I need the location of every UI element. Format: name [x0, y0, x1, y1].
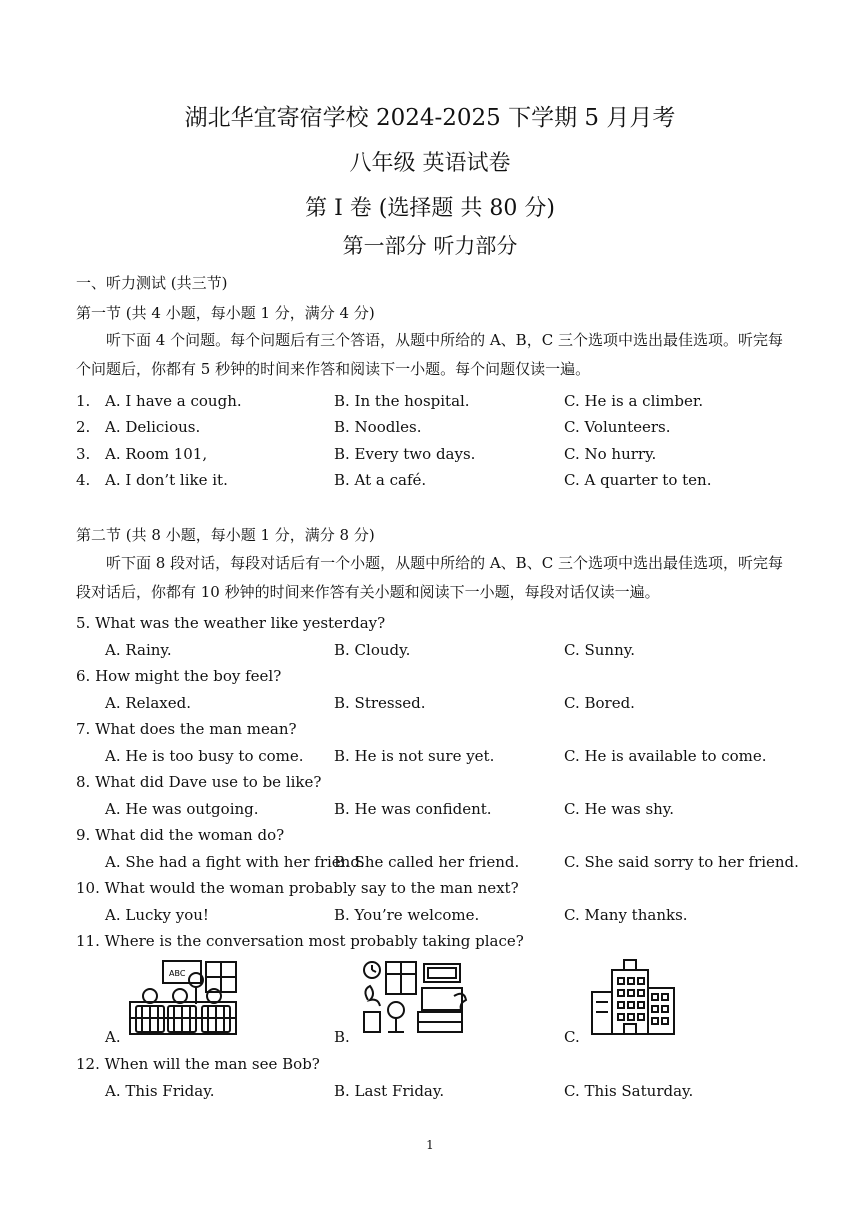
- option-a: A. Relaxed.: [105, 694, 191, 712]
- option-b: B. In the hospital.: [334, 392, 470, 410]
- page-number: 1: [426, 1138, 434, 1152]
- part-title: 第一部分 听力部分: [342, 234, 518, 258]
- option-b: B. He is not sure yet.: [334, 747, 495, 765]
- question-text: 6. How might the boy feel?: [76, 667, 282, 685]
- living-room-picture: [358, 960, 470, 1036]
- question-text: 5. What was the weather like yesterday?: [76, 614, 386, 632]
- option-c: C. He is available to come.: [564, 747, 767, 765]
- school-title: 湖北华宜寄宿学校 2024-2025 下学期 5 月月考: [184, 105, 676, 131]
- option-c: C. Many thanks.: [564, 906, 688, 924]
- option-a: A. He was outgoing.: [105, 800, 259, 818]
- question-number: 4.: [76, 471, 91, 489]
- option-b: B. She called her friend.: [334, 853, 520, 871]
- question-text: 9. What did the woman do?: [76, 826, 285, 844]
- question-number: 2.: [76, 418, 91, 436]
- option-b: B. He was confident.: [334, 800, 492, 818]
- board-text: ABC: [169, 969, 186, 978]
- building-picture: [590, 958, 678, 1038]
- option-a: A. This Friday.: [105, 1082, 215, 1100]
- question-text: 8. What did Dave use to be like?: [76, 773, 322, 791]
- section-2-heading: 第二节 (共 8 小题，每小题 1 分，满分 8 分): [76, 526, 375, 544]
- volume-title: 第 I 卷 (选择题 共 80 分): [305, 196, 555, 221]
- option-c: C. Bored.: [564, 694, 635, 712]
- option-b: B. Last Friday.: [334, 1082, 445, 1100]
- option-c: C. Sunny.: [564, 641, 635, 659]
- option-b: B. Stressed.: [334, 694, 426, 712]
- option-c: C. She said sorry to her friend.: [564, 853, 799, 871]
- option-a: A. I have a cough.: [105, 392, 242, 410]
- option-b: B. Every two days.: [334, 445, 476, 463]
- question-number: 3.: [76, 445, 91, 463]
- option-c: C. Volunteers.: [564, 418, 671, 436]
- option-a: A. I don’t like it.: [105, 471, 228, 489]
- option-c: C. He is a climber.: [564, 392, 704, 410]
- option-b: B. Cloudy.: [334, 641, 411, 659]
- listening-heading: 一、听力测试 (共三节): [76, 274, 228, 292]
- section-2-instructions: 听下面 8 段对话，每段对话后有一个小题，从题中所给的 A、B、C 三个选项中选出最佳选项，听完每段对话后，你都有 10 秒钟的时间来作答有关小题和阅读下一小题，每段对话仅读一遍。: [76, 554, 783, 601]
- option-a: A. Delicious.: [105, 418, 201, 436]
- section-1-heading: 第一节 (共 4 小题，每小题 1 分，满分 4 分): [76, 304, 375, 322]
- question-number: 1.: [76, 392, 91, 410]
- option-b: B. Noodles.: [334, 418, 422, 436]
- classroom-picture: [128, 958, 240, 1036]
- question-text: 7. What does the man mean?: [76, 720, 297, 738]
- question-text: 10. What would the woman probably say to the man next?: [76, 879, 519, 897]
- option-b: B. You’re welcome.: [334, 906, 480, 924]
- option-a: A. She had a fight with her friend.: [105, 853, 365, 871]
- option-a: A. He is too busy to come.: [105, 747, 304, 765]
- option-a: A. Lucky you!: [105, 906, 209, 924]
- option-c: C. He was shy.: [564, 800, 675, 818]
- grade-title: 八年级 英语试卷: [349, 151, 511, 176]
- section-1-instructions: 听下面 4 个问题。每个问题后有三个答语，从题中所给的 A、B，C 三个选项中选出最佳选项。听完每个问题后，你都有 5 秒钟的时间来作答和阅读下一小题。每个问题仅读一遍。: [76, 331, 783, 378]
- option-c: C. This Saturday.: [564, 1082, 694, 1100]
- option-a: A.: [105, 1028, 121, 1046]
- option-c: C. No hurry.: [564, 445, 657, 463]
- option-a: A. Room 101,: [105, 445, 208, 463]
- option-c: C.: [564, 1028, 580, 1046]
- option-b: B. At a café.: [334, 471, 427, 489]
- question-text: 11. Where is the conversation most probably taking place?: [76, 932, 524, 950]
- option-c: C. A quarter to ten.: [564, 471, 712, 489]
- question-text: 12. When will the man see Bob?: [76, 1055, 320, 1073]
- option-a: A. Rainy.: [105, 641, 172, 659]
- option-b: B.: [334, 1028, 350, 1046]
